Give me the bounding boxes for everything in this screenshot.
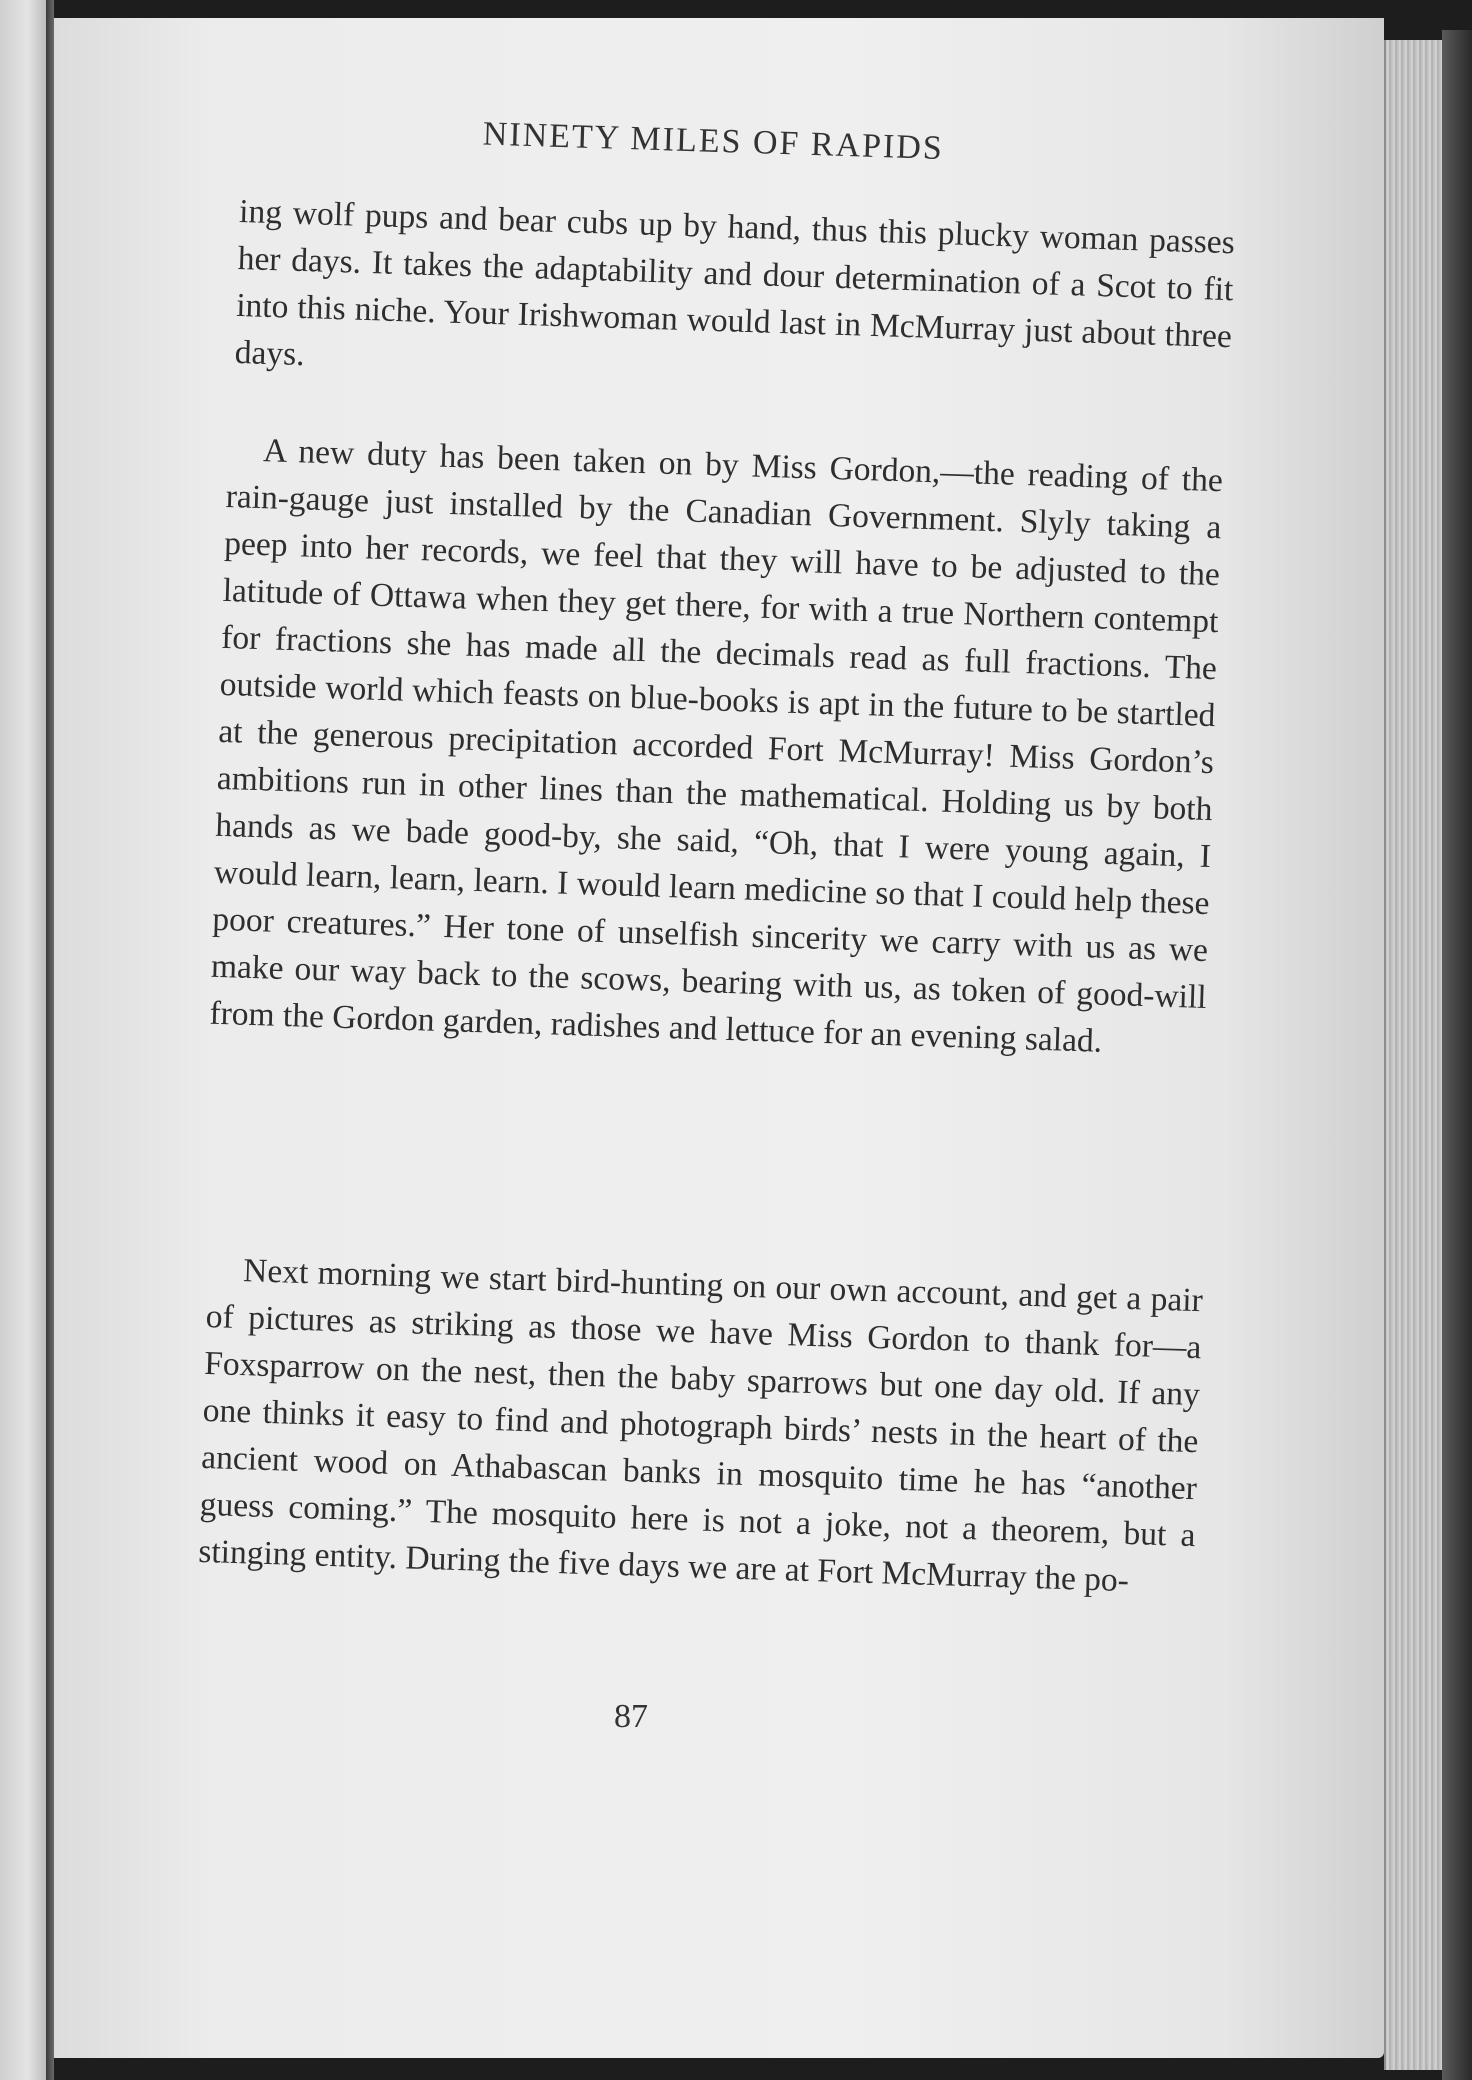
page-stack-edges — [1384, 40, 1444, 2070]
paragraph-2: A new duty has been taken on by Miss Gordon,—the reading of the rain-gauge just installed by the Canadian Government. Slyly taking a peep into her records, we feel that they will have to be adjusted to the latitude of Ottawa when they get there, for with a true Northern contempt for fractions she has made all the decimals read as full fractions. The outside world which feasts on blue-books is apt in the future to be startled at the generous precipitation accorded Fort McMurray! Miss Gordon’s ambitions run in other lines than the mathematical. Holding us by both hands as we bade good-by, she said, “Oh, that I were young again, I would learn, learn, learn. I would learn medicine so that I could help these poor creatures.” Her tone of unselfish sincerity we carry with us as we make our way back to the scows, bearing with us, as token of good-will from the Gordon garden, radishes and lettuce for an evening salad. — [208, 432, 1224, 1060]
book-gutter — [46, 0, 54, 2080]
previous-page-edge — [0, 0, 46, 2080]
paragraph-1: ing wolf pups and bear cubs up by hand, thus this plucky woman passes her days. It takes the adaptability and dour determination of a Scot to fit into this niche. Your Irishwoman would last in McMurray just about three days. — [234, 192, 1236, 374]
running-head: NINETY MILES OF RAPIDS — [482, 115, 945, 168]
paragraph-3: Next morning we start bird-hunting on our own account, and get a pair of pictures as striking as those we have Miss Gordon to thank for—a Foxsparrow on the nest, then the baby sparrows but one day old. If any one thinks it easy to find and photograph birds’ nests in the heart of the ancient wood on Athabascan banks in mosquito time he has “another guess coming.” The mosquito here is not a joke, not a theorem, but a stinging entity. During the five days we are at Fort McMurray the po- — [197, 1252, 1204, 1600]
book-cover-edge — [1442, 30, 1472, 2080]
page-number: 87 — [614, 1698, 648, 1735]
book-page — [54, 18, 1384, 2058]
